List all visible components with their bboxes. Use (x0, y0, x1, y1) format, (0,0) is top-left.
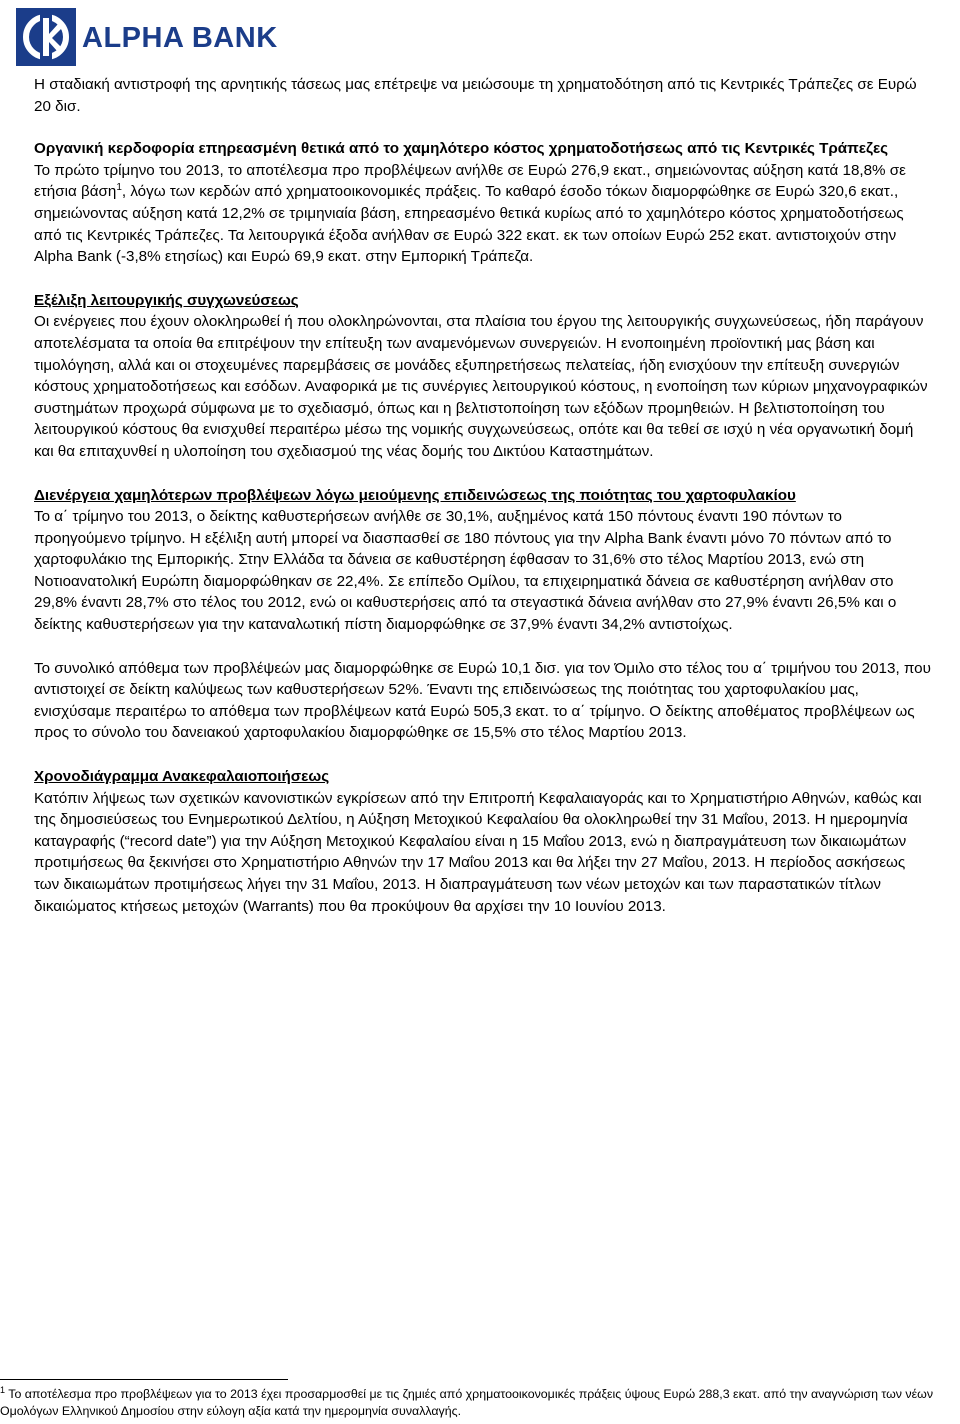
logo-wordmark: ALPHA BANK (82, 21, 278, 54)
section-heading-profitability: Οργανική κερδοφορία επηρεασμένη θετικά από το χαμηλότερο κόστος χρηματοδοτήσεως από τις Κεντρικές Τράπεζες (34, 140, 889, 158)
footnote-separator (0, 1379, 288, 1380)
section-heading-timeline: Χρονοδιάγραμμα Ανακεφαλαιοποιήσεως (34, 768, 330, 786)
footnote-marker: 1 (0, 1384, 6, 1395)
provisions-paragraph-1: Το α΄ τρίμηνο του 2013, ο δείκτης καθυστερήσεων ανήλθε σε 30,1%, αυξημένος κατά 150 πόντους έναντι 190 πόντων το προηγούμενο τρίμηνο. Η εξέλιξη αυτή μπορεί να διασπασθεί σε 180 πόντους για την Alpha Bank έναντι μόνο 70 πόντων από το χαρτοφυλάκιο της Εμπορικής. Στην Ελλάδα τα δάνεια σε καθυστέρηση έφθασαν το 31,6% στο τέλος Μαρτίου 2013, ενώ στη Νοτιοανατολική Ευρώπη διαμορφώθηκαν σε 22,4%. Σε επίπεδο Ομίλου, τα επιχειρηματικά δάνεια σε καθυστέρηση ανήλθαν στο 29,8% έναντι 28,7% στο τέλος του 2012, ενώ οι καθυστερήσεις από τα στεγαστικά δάνεια ανήλθαν στο 27,9% έναντι 26,5% και ο δείκτης καθυστερήσεων για την καταναλωτική πίστη διαμορφώθηκε σε 37,9% έναντι 34,2% αντιστοίχως. (34, 508, 897, 634)
timeline-paragraph: Κατόπιν λήψεως των σχετικών κανονιστικών εγκρίσεων από την Επιτροπή Κεφαλαιαγοράς και το Χρηματιστήριο Αθηνών, καθώς και της δημοσιεύσεως του Ενημερωτικού Δελτίου, η Αύξηση Μετοχικού Κεφαλαίου θα ολοκληρωθεί την 31 Μαΐου, 2013. Η ημερομηνία καταγραφής (“record date”) για την Αύξηση Μετοχικού Κεφαλαίου είναι η 15 Μαΐου 2013, ενώ η διαπραγμάτευση των δικαιωμάτων προτιμήσεως θα ξεκινήσει στο Χρηματιστήριο Αθηνών την 17 Μαΐου 2013 και θα λήξει την 27 Μαΐου, 2013. Η περίοδος ασκήσεως των δικαιωμάτων προτιμήσεως λήγει την 31 Μαΐου, 2013. Η διαπραγμάτευση των νέων μετοχών και των παραστατικών τίτλων δικαιώματος κτήσεως μετοχών (Warrants) που θα προκύψουν θα αρχίσει την 10 Ιουνίου 2013. (34, 789, 922, 915)
footnote-text: Το αποτέλεσμα προ προβλέψεων για το 2013 έχει προσαρμοσθεί με τις ζημιές από χρηματοοικονομικές πράξεις ύψους Ευρώ 288,3 εκατ. από την αναγνώριση των νέων Ομολόγων Ελληνικού Δημοσίου στην εύλογη αξία κατά την ημερομηνία συναλλαγής. (0, 1387, 934, 1418)
merger-paragraph: Οι ενέργειες που έχουν ολοκληρωθεί ή που ολοκληρώνονται, στα πλαίσια του έργου της λειτουργικής συγχωνεύσεως, ήδη παράγουν αποτελέσματα τα οποία θα επιτρέψουν την επίτευξη των αναμενόμενων συνεργειών. Η ενοποιημένη προϊοντική μας βάση και τιμολόγηση, αλλά και οι στοχευμένες παρεμβάσεις σε μονάδες εξυπηρετήσεως πελατείας, ήδη ενισχύουν την επίτευξη συνεργιών κόστους χρηματοδοτήσεως και εσόδων. Αναφορικά με τις συνέργιες λειτουργικού κόστους, η ενοποίηση των κύριων μηχανογραφικών συστημάτων προχωρά σύμφωνα με το σχεδιασμό, όπως και η βελτιστοποίηση των εξόδων προμηθειών. Η βελτιστοποίηση του λειτουργικού κόστους θα ενισχυθεί περαιτέρω μέσω της νομικής συγχωνεύσεως, οπότε και θα τεθεί σε ισχύ η νέα οργανωτική δομή και θα επιταχυνθεί η υλοποίηση του σχεδιασμού της νέας δομής του Δικτύου Καταστημάτων. (34, 313, 928, 460)
profitability-paragraph (34, 160, 934, 268)
profitability-text-part1: Το πρώτο τρίμηνο του 2013, το αποτέλεσμα προ προβλέψεων ανήλθε σε Ευρώ 276,9 εκατ., σημειώνοντας αύξηση κατά 18,8% σε ετήσια βάση (34, 161, 906, 201)
alpha-bank-logo-icon (16, 8, 76, 66)
section-heading-merger: Εξέλιξη λειτουργικής συγχωνεύσεως (34, 291, 299, 309)
intro-paragraph: Η σταδιακή αντιστροφή της αρνητικής τάσεως μας επέτρεψε να μειώσουμε τη χρηματοδότηση από τις Κεντρικές Τράπεζες σε Ευρώ 20 δισ. (34, 76, 917, 115)
footnote-reference: 1 (116, 182, 122, 194)
provisions-paragraph-2: Το συνολικό απόθεμα των προβλέψεών μας διαμορφώθηκε σε Ευρώ 10,1 δισ. για τον Όμιλο στο τέλος του α΄ τριμήνου του 2013, που αντιστοιχεί σε δείκτη καλύψεως των καθυστερήσεων 52%. Έναντι της επιδεινώσεως της ποιότητας του χαρτοφυλακίου μας, ενισχύσαμε περαιτέρω το απόθεμα των προβλέψεων κατά Ευρώ 505,3 εκατ. το α΄ τρίμηνο. Ο δείκτης αποθέματος προβλέψεων ως προς το σύνολο του δανειακού χαρτοφυλακίου διαμορφώθηκε σε 15,5% στο τέλος Μαρτίου 2013. (34, 659, 931, 742)
footnote (0, 1386, 950, 1420)
brand-logo (16, 8, 278, 66)
document-body (34, 74, 934, 917)
section-heading-provisions: Διενέργεια χαμηλότερων προβλέψεων λόγω μειούμενης επιδεινώσεως της ποιότητας του χαρτοφυλακίου (34, 486, 796, 504)
profitability-text-part2: , λόγω των κερδών από χρηματοοικονομικές πράξεις. Το καθαρό έσοδο τόκων διαμορφώθηκε σε Ευρώ 320,6 εκατ., σημειώνοντας αύξηση κατά 12,2% σε τριμηνιαία βάση, επηρεασμένο θετικά κυρίως από το χαμηλότερο κόστος χρηματοδοτήσεως από τις Κεντρικές Τράπεζες. Τα λειτουργικά έξοδα ανήλθαν σε Ευρώ 322 εκατ. εκ των οποίων Ευρώ 252 εκατ. αντιστοιχούν στην Alpha Bank (-3,8% ετησίως) και Ευρώ 69,9 εκατ. στην Εμπορική Τράπεζα. (34, 183, 904, 266)
